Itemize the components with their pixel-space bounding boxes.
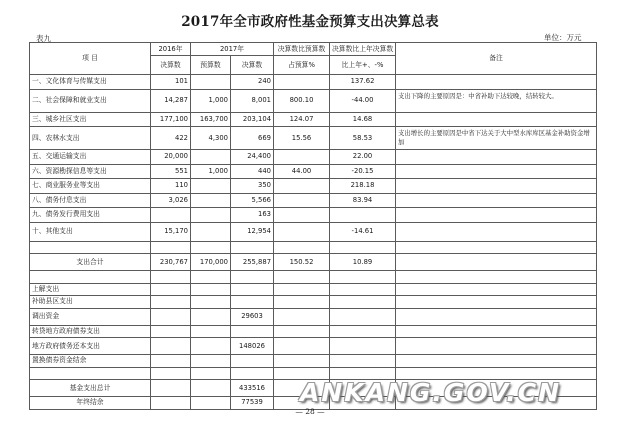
row-pct — [274, 208, 330, 223]
grand-total-final: 433516 — [231, 380, 274, 397]
table-row — [30, 179, 597, 194]
row-final: 5,566 — [231, 193, 274, 208]
row-pct: 124.07 — [274, 112, 330, 127]
row-2016: 110 — [151, 179, 191, 194]
row-note — [396, 112, 597, 127]
row-pct — [274, 193, 330, 208]
row-2016: 551 — [151, 164, 191, 179]
row-name: 八、债务付息支出 — [30, 193, 151, 208]
row-yoy: 218.18 — [330, 179, 396, 194]
row-note: 支出增长的主要原因是中省下达关于大中型水库库区基金补助资金增加 — [396, 127, 597, 150]
header-2016-final: 决算数 — [151, 56, 191, 75]
row-name: 九、债务发行费用支出 — [30, 208, 151, 223]
row-2016: 3,026 — [151, 193, 191, 208]
table-row — [30, 164, 597, 179]
header-ratio-prev: 决算数比上年决算数 — [330, 43, 396, 56]
extra-row — [30, 283, 597, 296]
table-row — [30, 208, 597, 223]
row-yoy: -20.15 — [330, 164, 396, 179]
row-final: 240 — [231, 75, 274, 90]
header-final: 决算数 — [231, 56, 274, 75]
row-final: 24,400 — [231, 150, 274, 165]
row-note — [396, 150, 597, 165]
row-budget — [191, 179, 231, 194]
header-pct-budget: 占预算% — [274, 56, 330, 75]
row-pct: 800.10 — [274, 89, 330, 112]
extra-final — [231, 355, 274, 368]
header-item: 项 目 — [30, 43, 151, 75]
total-row — [30, 254, 597, 271]
table-number: 表九 — [36, 34, 51, 43]
row-budget: 163,700 — [191, 112, 231, 127]
row-note — [396, 75, 597, 90]
total-2016: 230,767 — [151, 254, 191, 271]
row-yoy: -14.61 — [330, 222, 396, 241]
table-row — [30, 89, 597, 112]
row-budget — [191, 150, 231, 165]
header-budget: 预算数 — [191, 56, 231, 75]
year-end-final: 77539 — [231, 397, 274, 410]
header-yoy: 比上年+、-% — [330, 56, 396, 75]
table-row — [30, 112, 597, 127]
row-final: 12,954 — [231, 222, 274, 241]
row-final: 440 — [231, 164, 274, 179]
extra-row — [30, 355, 597, 368]
extra-final: 29603 — [231, 308, 274, 325]
row-2016: 14,287 — [151, 89, 191, 112]
extra-row — [30, 296, 597, 309]
table-row — [30, 193, 597, 208]
table-row — [30, 241, 597, 254]
row-budget: 4,300 — [191, 127, 231, 150]
row-yoy: 83.94 — [330, 193, 396, 208]
row-note — [396, 164, 597, 179]
row-pct — [274, 222, 330, 241]
table-row — [30, 222, 597, 241]
row-budget — [191, 208, 231, 223]
row-note: 支出下降的主要原因是：中省补助下达较晚，结转较大。 — [396, 89, 597, 112]
row-final: 669 — [231, 127, 274, 150]
header-ratio-budget: 决算数比预算数 — [274, 43, 330, 56]
row-name: 一、文化体育与传媒支出 — [30, 75, 151, 90]
table-row — [30, 127, 597, 150]
extra-name: 置换债券资金结余 — [30, 355, 151, 368]
header-2016: 2016年 — [151, 43, 191, 56]
extra-name: 调出资金 — [30, 308, 151, 325]
row-name: 六、资源勘探信息等支出 — [30, 164, 151, 179]
total-budget: 170,000 — [191, 254, 231, 271]
row-name: 七、商业服务业等支出 — [30, 179, 151, 194]
expenditure-table — [29, 42, 597, 410]
total-name: 支出合计 — [30, 254, 151, 271]
row-final: 203,104 — [231, 112, 274, 127]
row-budget — [191, 222, 231, 241]
row-note — [396, 208, 597, 223]
header-2017: 2017年 — [191, 43, 274, 56]
extra-row — [30, 325, 597, 338]
table-row — [30, 150, 597, 165]
row-name: 三、城乡社区支出 — [30, 112, 151, 127]
row-budget — [191, 193, 231, 208]
row-name: 四、农林水支出 — [30, 127, 151, 150]
row-yoy: 14.68 — [330, 112, 396, 127]
unit-label: 单位：万元 — [544, 33, 582, 42]
row-note — [396, 222, 597, 241]
year-end-name: 年终结余 — [30, 397, 151, 410]
row-2016: 20,000 — [151, 150, 191, 165]
table-row — [30, 271, 597, 284]
extra-name: 补助县区支出 — [30, 296, 151, 309]
row-final: 8,001 — [231, 89, 274, 112]
row-final: 350 — [231, 179, 274, 194]
row-2016 — [151, 208, 191, 223]
total-yoy: 10.89 — [330, 254, 396, 271]
header-row-top — [30, 43, 597, 56]
row-yoy: 137.62 — [330, 75, 396, 90]
row-name: 十、其他支出 — [30, 222, 151, 241]
extra-name: 转贷地方政府债券支出 — [30, 325, 151, 338]
row-pct — [274, 75, 330, 90]
extra-final — [231, 325, 274, 338]
row-name: 五、交通运输支出 — [30, 150, 151, 165]
row-pct — [274, 150, 330, 165]
row-2016: 15,170 — [151, 222, 191, 241]
row-final: 163 — [231, 208, 274, 223]
extra-row — [30, 308, 597, 325]
header-remark: 备注 — [396, 43, 597, 75]
page-number: — 28 — — [295, 407, 325, 416]
row-pct: 44.00 — [274, 164, 330, 179]
extra-final — [231, 296, 274, 309]
total-pct: 150.52 — [274, 254, 330, 271]
extra-name: 上解支出 — [30, 283, 151, 296]
row-pct: 15.56 — [274, 127, 330, 150]
table-row — [30, 75, 597, 90]
row-name: 二、社会保障和就业支出 — [30, 89, 151, 112]
row-2016: 177,100 — [151, 112, 191, 127]
row-yoy — [330, 208, 396, 223]
row-2016: 101 — [151, 75, 191, 90]
row-2016: 422 — [151, 127, 191, 150]
row-yoy: -44.00 — [330, 89, 396, 112]
row-note — [396, 179, 597, 194]
page-title: 2017年全市政府性基金预算支出决算总表 — [181, 14, 439, 30]
row-note — [396, 193, 597, 208]
row-pct — [274, 179, 330, 194]
watermark: ANKANG.GOV.CN — [300, 378, 562, 407]
row-budget: 1,000 — [191, 89, 231, 112]
row-yoy: 22.00 — [330, 150, 396, 165]
row-yoy: 58.53 — [330, 127, 396, 150]
extra-final: 148026 — [231, 338, 274, 355]
row-budget — [191, 75, 231, 90]
total-final: 255,887 — [231, 254, 274, 271]
grand-total-name: 基金支出总计 — [30, 380, 151, 397]
extra-final — [231, 283, 274, 296]
row-budget: 1,000 — [191, 164, 231, 179]
extra-name: 地方政府债务还本支出 — [30, 338, 151, 355]
extra-row — [30, 338, 597, 355]
